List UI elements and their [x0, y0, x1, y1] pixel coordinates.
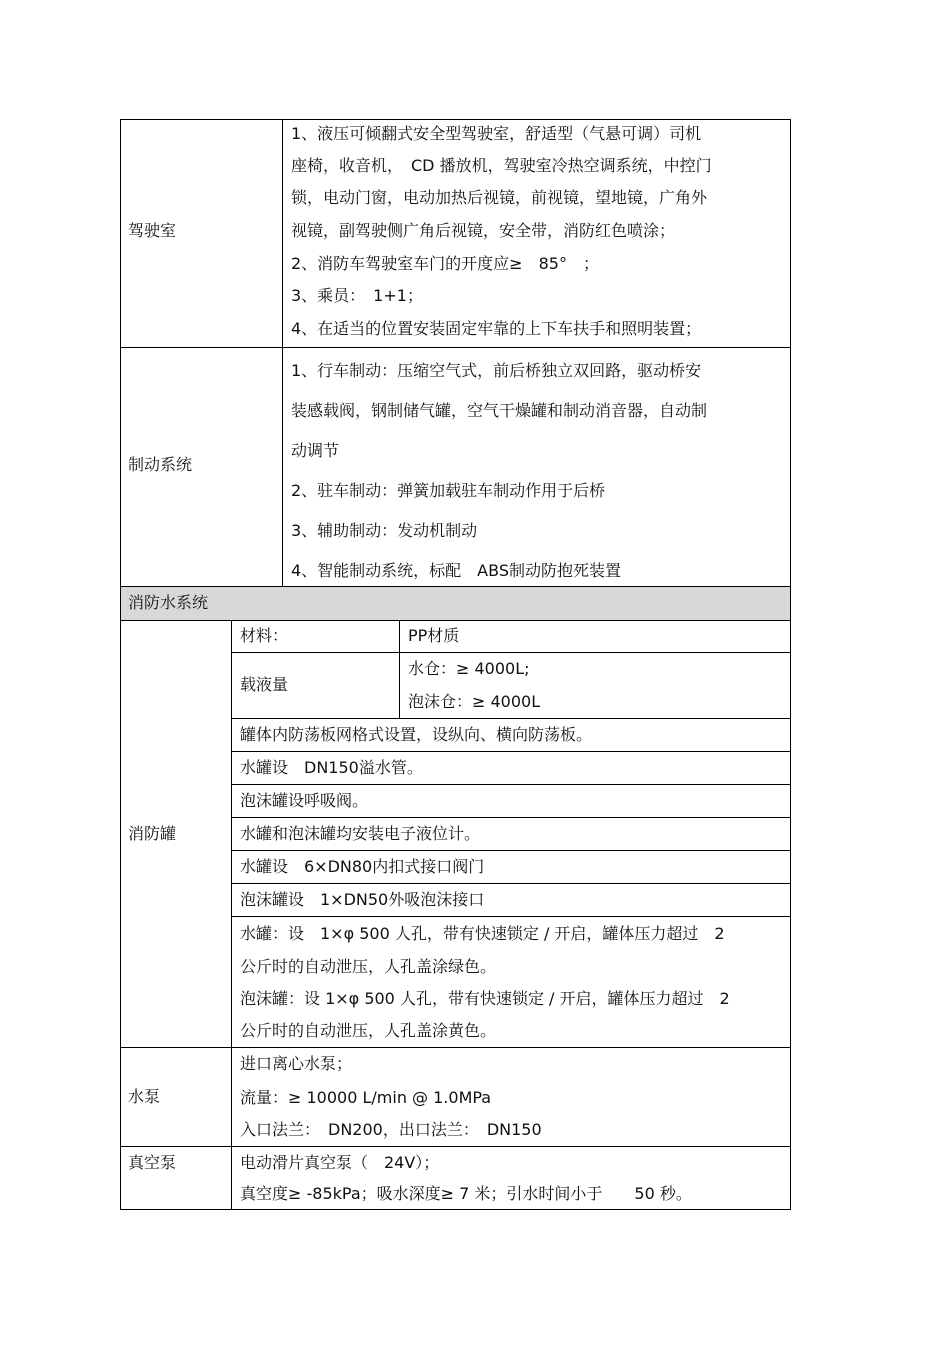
table-rule: [231, 916, 791, 917]
tank-row: 水罐设 6×DN80内扣式接口阀门: [240, 857, 485, 876]
cab-line: 4、在适当的位置安装固定牢靠的上下车扶手和照明装置；: [291, 319, 702, 338]
section-header: 消防水系统: [128, 593, 209, 612]
vacuum-label: 真空泵: [128, 1153, 177, 1172]
manhole-line: 公斤时的自动泄压，人孔盖涂黄色。: [240, 1021, 497, 1040]
table-rule: [120, 119, 121, 1210]
cab-line: 座椅，收音机， CD 播放机，驾驶室冷热空调系统，中控门: [291, 156, 712, 175]
cab-label: 驾驶室: [128, 221, 177, 240]
table-rule: [120, 119, 791, 120]
material-value: PP材质: [408, 626, 460, 645]
cab-line: 锁，电动门窗，电动加热后视镜，前视镜，望地镜，广角外: [291, 188, 708, 207]
cab-line: 3、乘员： 1+1；: [291, 286, 423, 305]
capacity-label: 载液量: [240, 675, 289, 694]
cab-line: 2、消防车驾驶室车门的开度应≥ 85° ；: [291, 254, 599, 273]
tank-label: 消防罐: [128, 824, 177, 843]
manhole-line: 水罐：设 1×φ 500 人孔，带有快速锁定 / 开启，罐体压力超过 2: [240, 924, 725, 943]
pump-line: 流量：≥ 10000 L/min @ 1.0MPa: [240, 1088, 492, 1107]
cab-line: 视镜，副驾驶侧广角后视镜，安全带，消防红色喷涂；: [291, 221, 676, 240]
cab-line: 1、液压可倾翻式安全型驾驶室，舒适型（气悬可调）司机: [291, 124, 702, 143]
brake-label: 制动系统: [128, 455, 193, 474]
capacity-foam: 泡沫仓：≥ 4000L: [408, 692, 541, 711]
table-rule: [231, 850, 791, 851]
capacity-water: 水仓：≥ 4000L;: [408, 659, 530, 678]
material-label: 材料：: [240, 626, 289, 645]
tank-row: 泡沫罐设呼吸阀。: [240, 791, 369, 810]
table-rule: [790, 119, 791, 1210]
manhole-line: 公斤时的自动泄压，人孔盖涂绿色。: [240, 957, 497, 976]
brake-line: 1、行车制动：压缩空气式，前后桥独立双回路，驱动桥安: [291, 361, 702, 380]
table-rule: [231, 652, 791, 653]
tank-row: 水罐和泡沫罐均安装电子液位计。: [240, 824, 481, 843]
tank-row: 水罐设 DN150溢水管。: [240, 758, 423, 777]
pump-line: 入口法兰： DN200，出口法兰： DN150: [240, 1120, 542, 1139]
tank-row: 泡沫罐设 1×DN50外吸泡沫接口: [240, 890, 485, 909]
table-rule: [399, 620, 400, 719]
table-rule: [120, 1146, 791, 1147]
table-rule: [282, 119, 283, 587]
table-rule: [231, 784, 791, 785]
table-rule: [120, 586, 791, 587]
vacuum-line: 电动滑片真空泵（ 24V）；: [240, 1153, 440, 1172]
table-rule: [120, 1209, 791, 1210]
vacuum-line: 真空度≥ -85kPa；吸水深度≥ 7 米；引水时间小于 50 秒。: [240, 1184, 692, 1203]
table-rule: [231, 883, 791, 884]
section-header-background: [120, 586, 790, 620]
brake-line: 装感载阀，钢制储气罐，空气干燥罐和制动消音器，自动制: [291, 401, 708, 420]
table-rule: [120, 347, 791, 348]
table-rule: [231, 817, 791, 818]
tank-row: 罐体内防荡板网格式设置，设纵向、横向防荡板。: [240, 725, 593, 744]
brake-line: 3、辅助制动：发动机制动: [291, 521, 478, 540]
brake-line: 4、智能制动系统，标配 ABS制动防抱死装置: [291, 561, 621, 580]
table-rule: [231, 751, 791, 752]
pump-line: 进口离心水泵；: [240, 1054, 353, 1073]
pump-label: 水泵: [128, 1087, 161, 1106]
brake-line: 动调节: [291, 441, 340, 460]
brake-line: 2、驻车制动：弹簧加载驻车制动作用于后桥: [291, 481, 606, 500]
table-rule: [120, 1047, 791, 1048]
manhole-line: 泡沫罐：设 1×φ 500 人孔，带有快速锁定 / 开启，罐体压力超过 2: [240, 989, 730, 1008]
table-rule: [231, 718, 791, 719]
table-rule: [231, 620, 232, 1210]
table-rule: [120, 620, 791, 621]
